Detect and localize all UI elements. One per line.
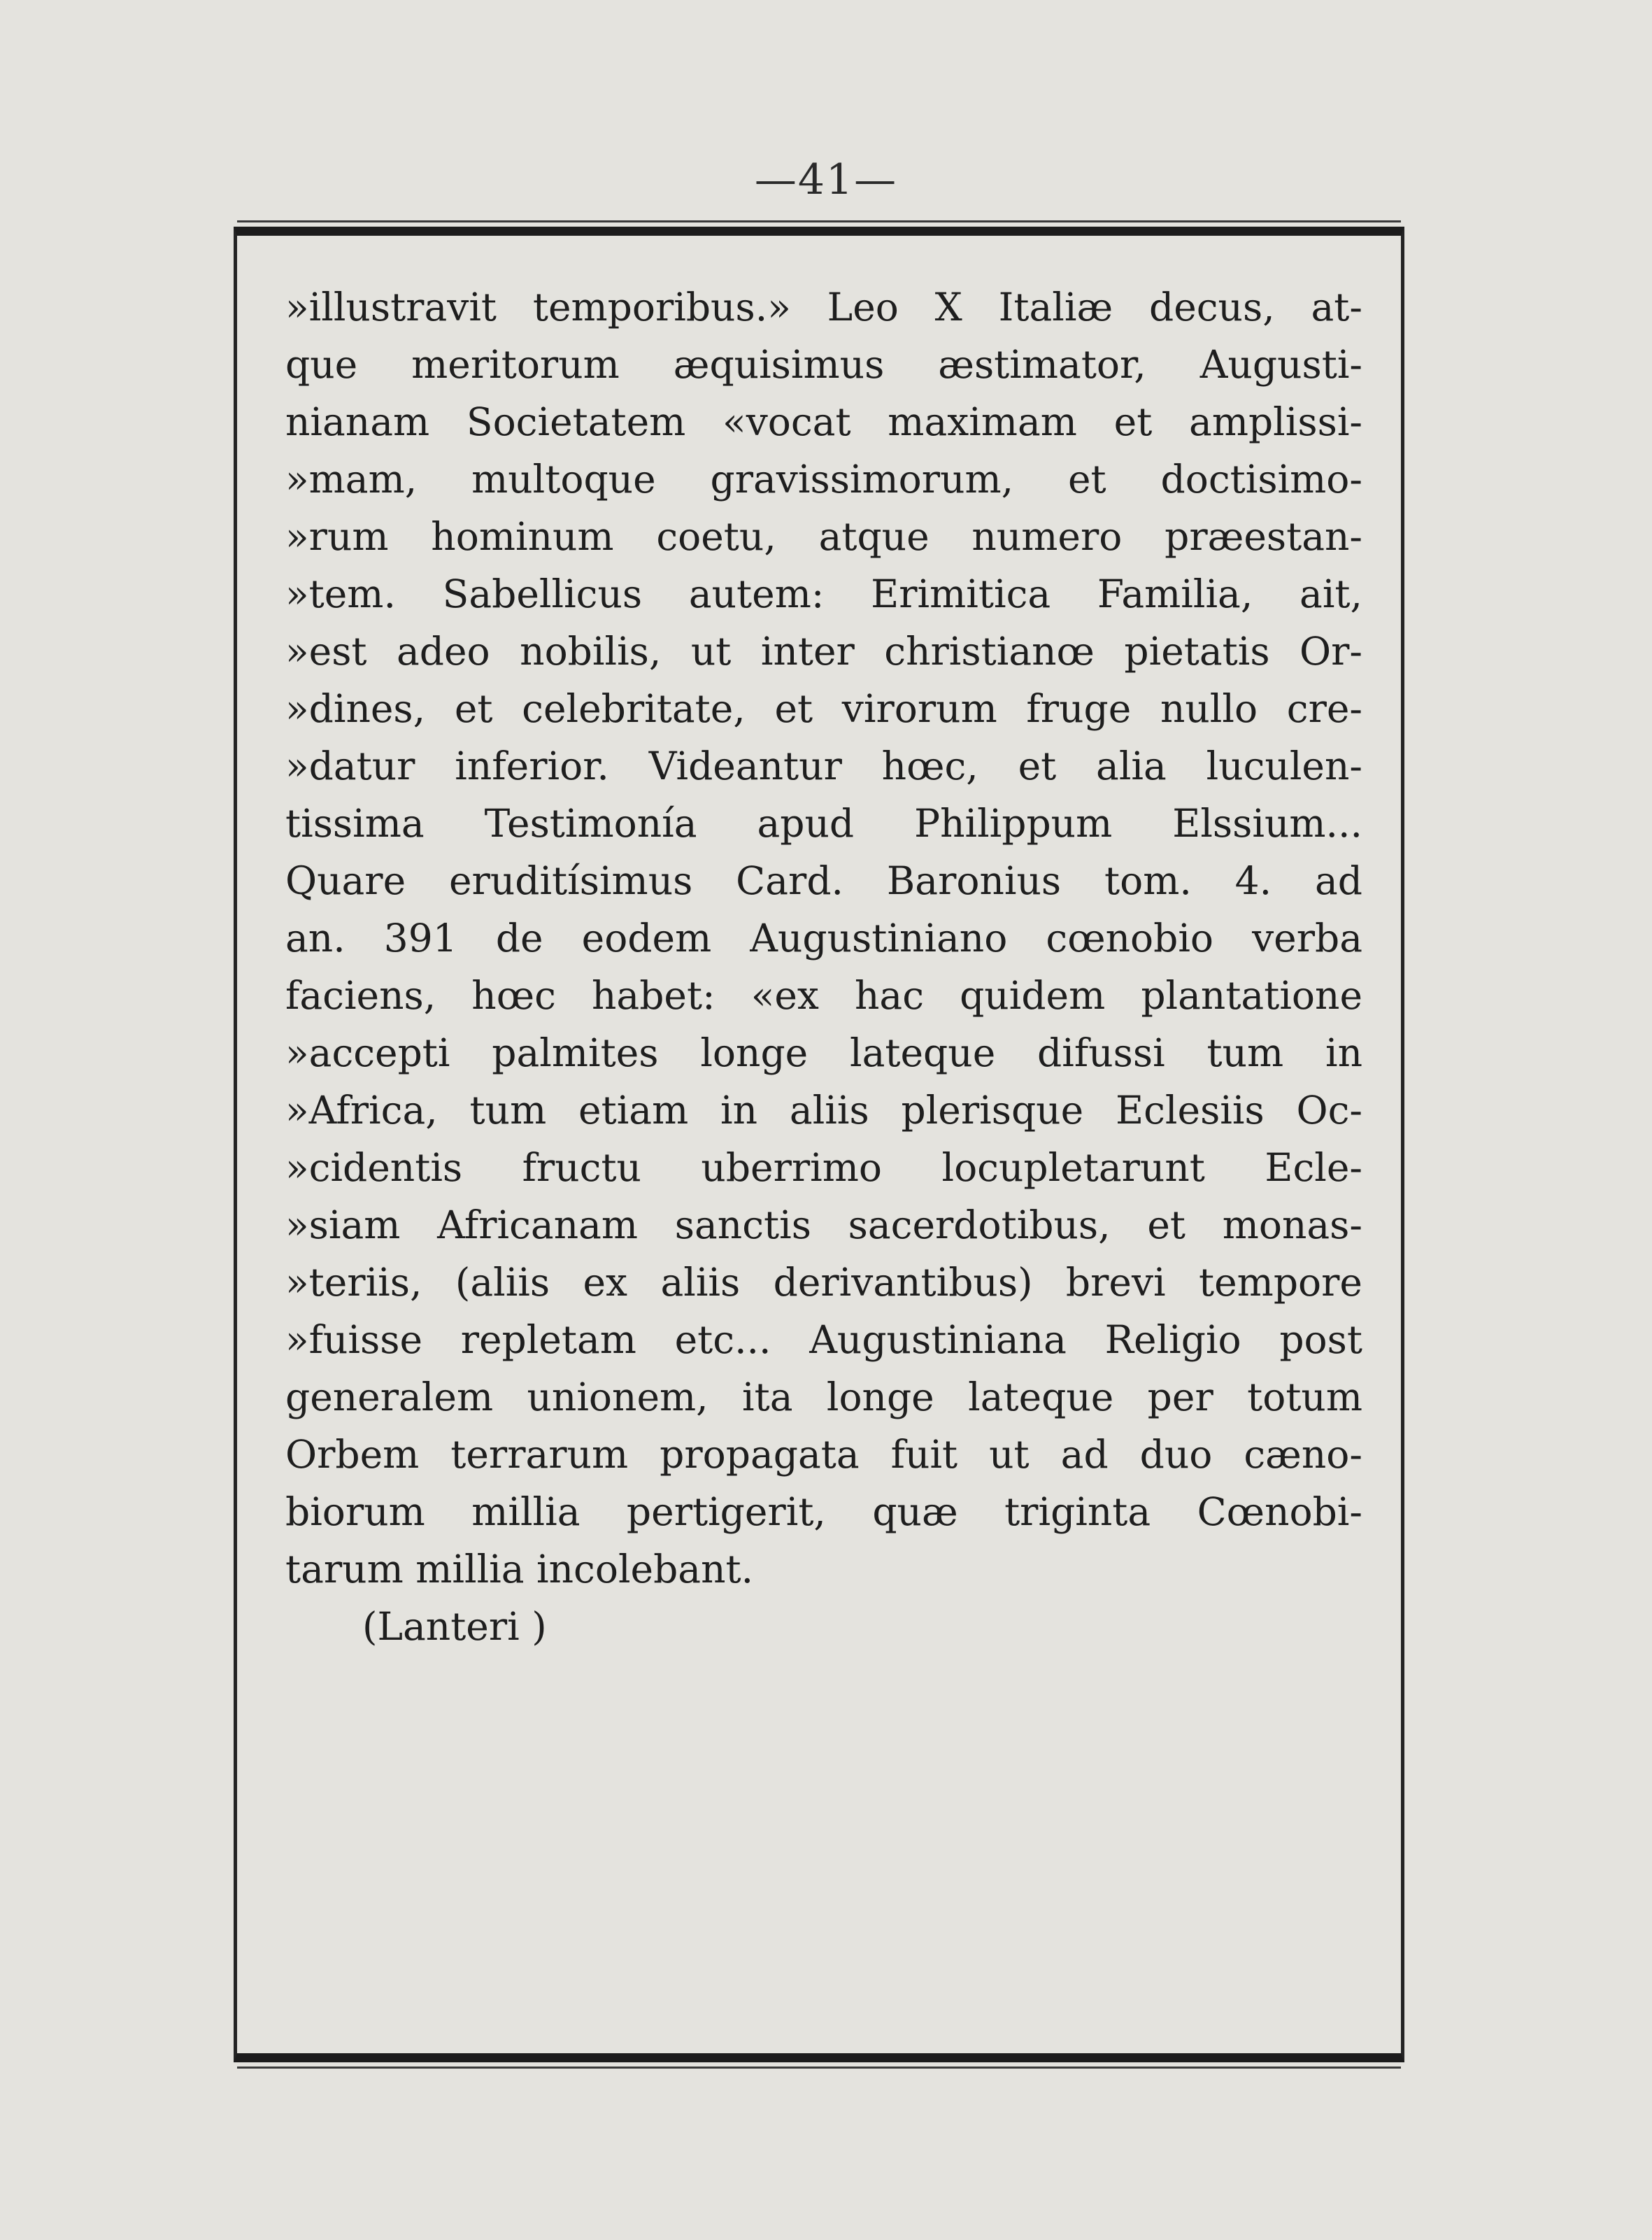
text-line: nianam Societatem «vocat maximam et amplissi- [285,399,1362,444]
text-line: »rum hominum coetu, atque numero præestan- [285,514,1362,559]
author-signature: (Lanteri ) [362,1604,547,1649]
text-line: Quare eruditísimus Card. Baronius tom. 4. ad [285,858,1362,903]
text-line: »datur inferior. Videantur hœc, et alia luculen- [285,744,1362,788]
text-line: biorum millia pertigerit, quæ triginta Cœnobi- [285,1489,1362,1534]
text-line: que meritorum æquisimus æstimator, Augusti- [285,342,1362,387]
text-line: »teriis, (aliis ex aliis derivantibus) brevi tempore [285,1260,1362,1305]
text-line: tissima Testimonía apud Philippum Elssium... [285,801,1362,846]
text-line: »est adeo nobilis, ut inter christianœ pietatis Or- [285,629,1362,674]
text-line: »tem. Sabellicus autem: Erimitica Familia, ait, [285,572,1362,616]
text-line: tarum millia incolebant. [285,1547,754,1592]
text-line: »dines, et celebritate, et virorum fruge nullo cre- [285,686,1362,731]
text-line: Orbem terrarum propagata fuit ut ad duo cæno- [285,1432,1362,1477]
text-line: »siam Africanam sanctis sacerdotibus, et monas- [285,1203,1362,1247]
text-line: »cidentis fructu uberrimo locupletarunt Ecle- [285,1145,1362,1190]
text-line: faciens, hœc habet: «ex hac quidem plantatione [285,973,1362,1018]
text-line: »Africa, tum etiam in aliis plerisque Eclesiis Oc- [285,1088,1362,1133]
text-line: »illustravit temporibus.» Leo X Italiæ decus, at- [285,285,1362,329]
text-line: »fuisse repletam etc... Augustiniana Religio post [285,1317,1362,1362]
text-line: generalem unionem, ita longe lateque per totum [285,1375,1362,1419]
body-text [285,278,1362,1655]
text-line: an. 391 de eodem Augustiniano cœnobio verba [285,916,1362,960]
page-number: —41— [754,155,898,204]
text-line: »accepti palmites longe lateque difussi tum in [285,1030,1362,1075]
text-line: »mam, multoque gravissimorum, et doctisimo- [285,457,1362,502]
